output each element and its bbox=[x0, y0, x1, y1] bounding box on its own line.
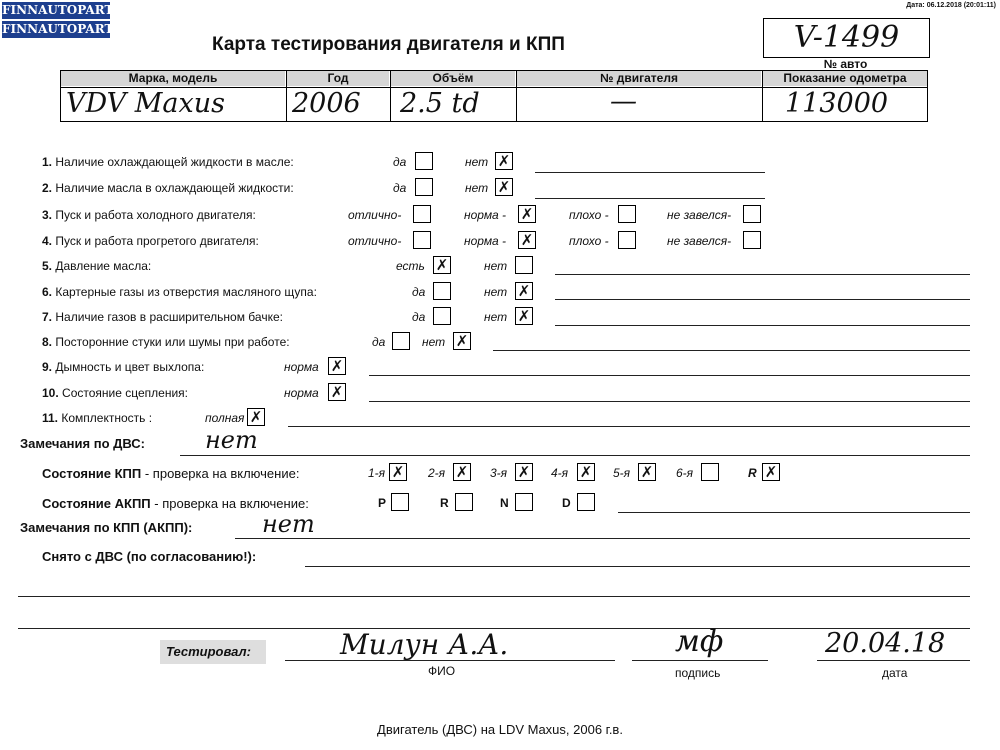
option-label: норма bbox=[284, 360, 319, 374]
checkbox-item3-nostart[interactable] bbox=[743, 205, 761, 223]
image-caption: Двигатель (ДВС) на LDV Maxus, 2006 г.в. bbox=[377, 722, 623, 737]
gear-label: 3-я bbox=[490, 466, 508, 480]
checkbox-item5-no[interactable] bbox=[515, 256, 533, 274]
option-label: нет bbox=[484, 285, 508, 299]
checkbox-item4-excellent[interactable] bbox=[413, 231, 431, 249]
volume-header: Объём bbox=[391, 71, 515, 86]
option-label: норма - bbox=[464, 234, 507, 248]
option-label: не завелся- bbox=[667, 234, 732, 248]
print-date: Дата: 06.12.2018 (20:01:11) bbox=[906, 2, 996, 9]
item-1: 1. Наличие охлаждающей жидкости в масле: bbox=[42, 155, 294, 169]
checkbox-item3-excellent[interactable] bbox=[413, 205, 431, 223]
option-label: да bbox=[412, 310, 426, 324]
item-7: 7. Наличие газов в расширительном бачке: bbox=[42, 310, 283, 324]
gear-label: 2-я bbox=[428, 466, 446, 480]
signature: мф bbox=[675, 624, 724, 659]
make-model-header: Марка, модель bbox=[61, 71, 285, 86]
checkbox-gear-5[interactable]: ✗ bbox=[638, 463, 656, 481]
checkbox-item4-normal[interactable]: ✗ bbox=[518, 231, 536, 249]
make-model-value: VDV Maxus bbox=[66, 88, 225, 119]
checkbox-gear-1[interactable]: ✗ bbox=[389, 463, 407, 481]
item-8: 8. Посторонние стуки или шумы при работе: bbox=[42, 335, 290, 349]
checkbox-mode-d[interactable] bbox=[577, 493, 595, 511]
remarks-kpp-label: Замечания по КПП (АКПП): bbox=[20, 520, 193, 535]
checkbox-mode-n[interactable] bbox=[515, 493, 533, 511]
item-3: 3. Пуск и работа холодного двигателя: bbox=[42, 208, 256, 222]
option-label: отлично- bbox=[348, 234, 402, 248]
item-9: 9. Дымность и цвет выхлопа: bbox=[42, 360, 205, 374]
tester-name: Милун А.А. bbox=[340, 628, 509, 661]
vehicle-id: V-1499 bbox=[793, 20, 900, 55]
engine-no-header: № двигателя bbox=[517, 71, 761, 86]
checkbox-item2-net[interactable]: ✗ bbox=[495, 178, 513, 196]
remarks-dvs-value: нет bbox=[205, 426, 258, 454]
gear-label: R bbox=[748, 466, 757, 480]
item-11: 11. Комплектность : bbox=[42, 411, 153, 425]
odometer-header: Показание одометра bbox=[763, 71, 927, 86]
remarks-kpp-value: нет bbox=[262, 510, 315, 538]
engine-no-value: — bbox=[610, 86, 637, 117]
checkbox-item7-net[interactable]: ✗ bbox=[515, 307, 533, 325]
test-date: 20.04.18 bbox=[825, 628, 946, 659]
option-label: да bbox=[393, 181, 407, 195]
checkbox-gear-6[interactable] bbox=[701, 463, 719, 481]
volume-value: 2.5 td bbox=[400, 88, 480, 119]
checkbox-gear-2[interactable]: ✗ bbox=[453, 463, 471, 481]
option-label: плохо - bbox=[569, 234, 609, 248]
year-value: 2006 bbox=[292, 88, 361, 119]
checkbox-item11-full[interactable]: ✗ bbox=[247, 408, 265, 426]
option-label: полная bbox=[205, 411, 245, 425]
podpis-label: подпись bbox=[675, 666, 721, 680]
option-label: да bbox=[412, 285, 426, 299]
option-label: нет bbox=[422, 335, 446, 349]
option-label: нет bbox=[484, 259, 508, 273]
checkbox-mode-p[interactable] bbox=[391, 493, 409, 511]
gear-label: 1-я bbox=[368, 466, 386, 480]
watermark-logo: FINNAUTOPARTS bbox=[2, 3, 123, 17]
checkbox-gear-3[interactable]: ✗ bbox=[515, 463, 533, 481]
mode-label: P bbox=[378, 496, 387, 510]
item-10: 10. Состояние сцепления: bbox=[42, 386, 188, 400]
date-label: дата bbox=[882, 666, 908, 680]
checkbox-item3-bad[interactable] bbox=[618, 205, 636, 223]
checkbox-item10-normal[interactable]: ✗ bbox=[328, 383, 346, 401]
tested-label: Тестировал: bbox=[166, 644, 251, 659]
watermark-logo: FINNAUTOPARTS bbox=[2, 22, 123, 36]
gear-label: 6-я bbox=[676, 466, 694, 480]
form-title: Карта тестирования двигателя и КПП bbox=[212, 34, 565, 55]
checkbox-item8-da[interactable] bbox=[392, 332, 410, 350]
remarks-dvs-label: Замечания по ДВС: bbox=[20, 436, 145, 451]
kpp-label: Состояние КПП - проверка на включение: bbox=[42, 466, 300, 481]
checkbox-item6-net[interactable]: ✗ bbox=[515, 282, 533, 300]
fio-label: ФИО bbox=[428, 664, 456, 678]
nomer-avto-label: № авто bbox=[823, 57, 868, 71]
item-5: 5. Давление масла: bbox=[42, 259, 152, 273]
vehicle-id-box bbox=[763, 18, 930, 58]
item-6: 6. Картерные газы из отверстия масляного щупа: bbox=[42, 285, 317, 299]
option-label: есть bbox=[396, 259, 425, 273]
mode-label: R bbox=[440, 496, 449, 510]
checkbox-gear-4[interactable]: ✗ bbox=[577, 463, 595, 481]
option-label: да bbox=[372, 335, 386, 349]
option-label: нет bbox=[465, 155, 489, 169]
option-label: нет bbox=[484, 310, 508, 324]
year-header: Год bbox=[287, 71, 389, 86]
checkbox-item5-yes[interactable]: ✗ bbox=[433, 256, 451, 274]
checkbox-item4-bad[interactable] bbox=[618, 231, 636, 249]
gear-label: 4-я bbox=[551, 466, 569, 480]
item-4: 4. Пуск и работа прогретого двигателя: bbox=[42, 234, 259, 248]
checkbox-item3-normal[interactable]: ✗ bbox=[518, 205, 536, 223]
option-label: да bbox=[393, 155, 407, 169]
option-label: норма bbox=[284, 386, 319, 400]
option-label: отлично- bbox=[348, 208, 402, 222]
removed-label: Снято с ДВС (по согласованию!): bbox=[42, 549, 257, 564]
checkbox-item8-net[interactable]: ✗ bbox=[453, 332, 471, 350]
option-label: не завелся- bbox=[667, 208, 732, 222]
option-label: плохо - bbox=[569, 208, 609, 222]
checkbox-item1-net[interactable]: ✗ bbox=[495, 152, 513, 170]
option-label: норма - bbox=[464, 208, 507, 222]
option-label: нет bbox=[465, 181, 489, 195]
checkbox-item6-da[interactable] bbox=[433, 282, 451, 300]
mode-label: D bbox=[562, 496, 571, 510]
mode-label: N bbox=[500, 496, 509, 510]
checkbox-mode-r[interactable] bbox=[455, 493, 473, 511]
odometer-value: 113000 bbox=[785, 88, 889, 119]
checkbox-gear-r[interactable]: ✗ bbox=[762, 463, 780, 481]
checkbox-item9-normal[interactable]: ✗ bbox=[328, 357, 346, 375]
akpp-label: Состояние АКПП - проверка на включение: bbox=[42, 496, 309, 511]
checkbox-item1-da[interactable] bbox=[415, 152, 433, 170]
checkbox-item7-da[interactable] bbox=[433, 307, 451, 325]
gear-label: 5-я bbox=[613, 466, 631, 480]
checkbox-item4-nostart[interactable] bbox=[743, 231, 761, 249]
item-2: 2. Наличие масла в охлаждающей жидкости: bbox=[42, 181, 294, 195]
checkbox-item2-da[interactable] bbox=[415, 178, 433, 196]
